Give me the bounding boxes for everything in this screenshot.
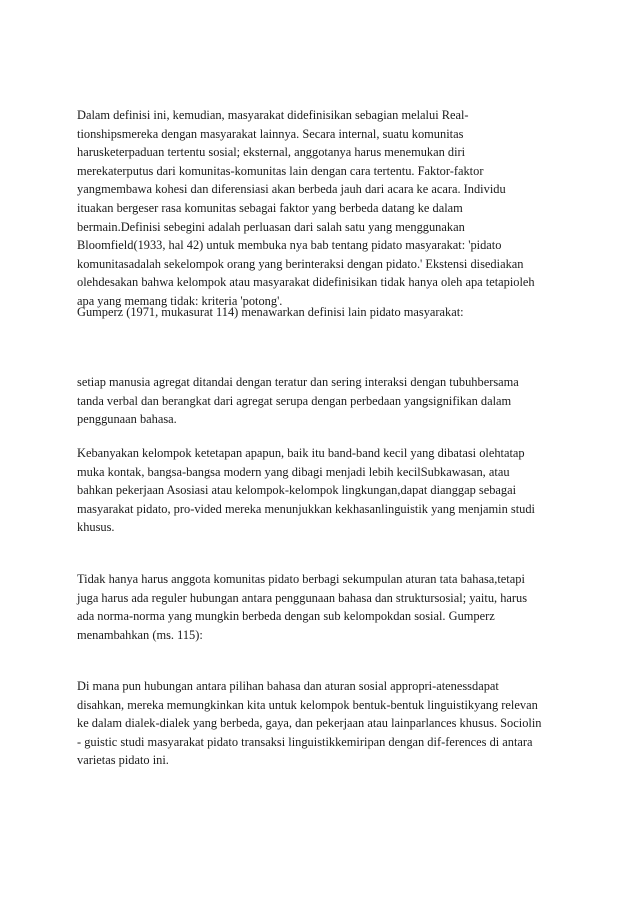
paragraph-gumperz-intro: Gumperz (1971, mukasurat 114) menawarkan definisi lain pidato masyarakat:: [77, 305, 464, 319]
paragraph-community-definition: Dalam definisi ini, kemudian, masyarakat didefinisikan sebagian melalui Real- tionshipsmereka dengan masyarakat lainnya. Secara internal, suatu komunitas harusketerpaduan tertentu sosial; eksternal, anggotanya harus menemukan diri merekaterputus dari komunitas-komunitas lain dengan cara tertentu. Faktor-faktor yangmembawa kohesi dan diferensiasi akan berbeda jauh dari acara ke acara. Individu ituakan bergeser rasa komunitas sebagai faktor yang berbeda datang ke dalam bermain.Definisi sebegini adalah perluasan dari salah satu yang menggunakan Bloomfield(1933, hal 42) untuk membuka nya bab tentang pidato masyarakat: 'pidato komunitasadalah sekelompok orang yang berinteraksi dengan pidato.' Ekstensi disediakan olehdesakan bahwa kelompok atau masyarakat didefinisikan tidak hanya oleh apa tetapioleh apa yang memang tidak: kriteria 'potong'.: [77, 108, 535, 308]
paragraph-shared-rules: Tidak hanya harus anggota komunitas pidato berbagi sekumpulan aturan tata bahasa,tetapi juga harus ada reguler hubungan antara penggunaan bahasa dan struktursosial; yaitu, harus ada norma-norma yang mungkin berbeda dengan sub kelompokdan sosial. Gumperz menambahkan (ms. 115):: [77, 572, 528, 642]
paragraph-gumperz-quote: setiap manusia agregat ditandai dengan teratur dan sering interaksi dengan tubuhbersama tanda verbal dan berangkat dari agregat serupa dengan perbedaan yangsignifikan dalam penggunaan bahasa.: [77, 375, 519, 427]
paragraph-groups: Kebanyakan kelompok ketetapan apapun, baik itu band-band kecil yang dibatasi olehtatap muka kontak, bangsa-bangsa modern yang dibagi menjadi lebih kecilSubkawasan, atau bahkan pekerjaan Asosiasi atau kelompok-kelompok lingkungan,dapat dianggap sebagai masyarakat pidato, pro-vided mereka menunjukkan kekhasanlinguistik yang menjamin studi khusus.: [77, 446, 535, 535]
paragraph-language-choice: Di mana pun hubungan antara pilihan bahasa dan aturan sosial appropri-atenessdapat disahkan, mereka memungkinkan kita untuk kelompok bentuk-bentuk linguistikyang relevan ke dalam dialek-dialek yang berbeda, gaya, dan pekerjaan atau lainparlances khusus. Sociolin - guistic studi masyarakat pidato transaksi linguistikkemiripan dengan dif-ferences di antara varietas pidato ini.: [77, 679, 542, 768]
